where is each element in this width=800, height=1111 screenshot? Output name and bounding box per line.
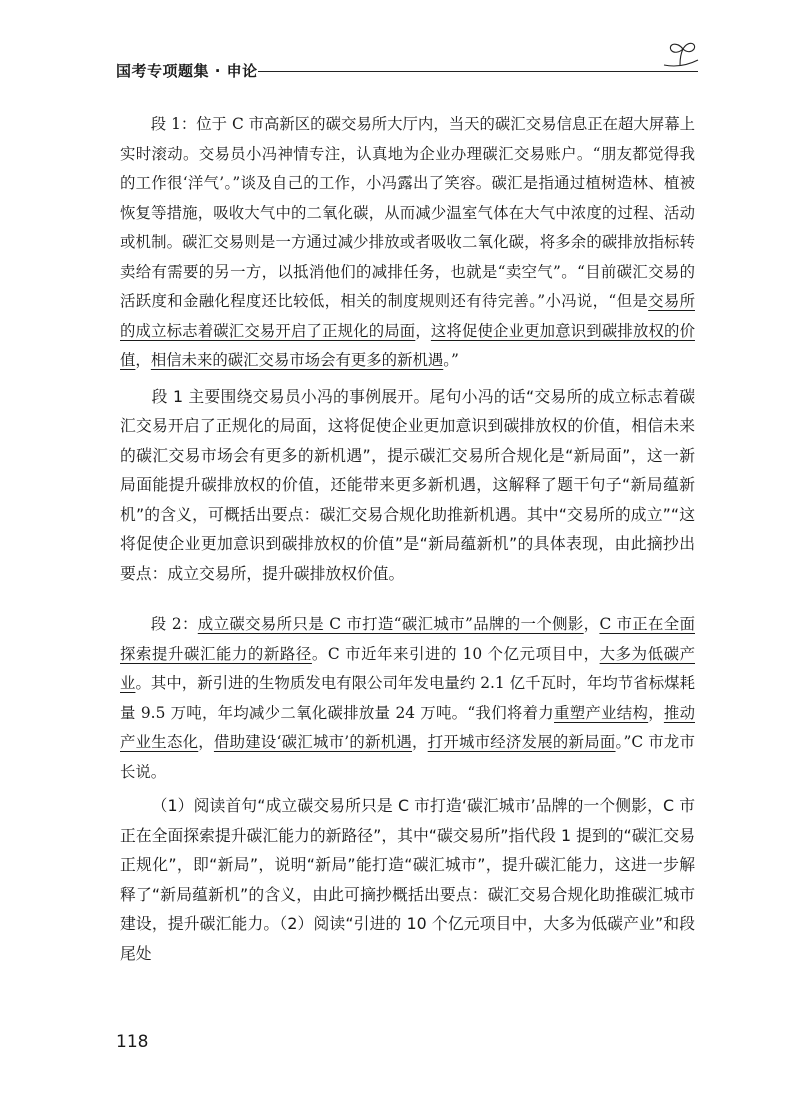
page-body xyxy=(120,110,695,968)
page-number: 118 xyxy=(116,1032,149,1052)
analysis-paragraph-1: 段 1 主要围绕交易员小冯的事例展开。尾句小冯的话“交易所的成立标志着碳汇交易开启了正规化的局面，这将促使企业更加意识到碳排放权的价值，相信未来的碳汇交易市场会有更多的新机遇”，提示碳汇交易所合规化是“新局面”，这一新局面能提升碳排放权的价值，还能带来更多新机遇，这解释了题干句子“新局蕴新机”的含义，可概括出要点：碳汇交易合规化助推新机遇。其中“交易所的成立”“这将促使企业更加意识到碳排放权的价值”是“新局蕴新机”的具体表现，由此摘抄出要点：成立交易所，提升碳排放权价值。 xyxy=(120,386,695,583)
text-segment: ， xyxy=(198,733,214,751)
material-paragraph-2 xyxy=(120,610,695,787)
header-rule xyxy=(258,71,698,72)
sprout-icon xyxy=(660,38,700,72)
text-segment: 段 2： xyxy=(150,615,198,633)
underlined-phrase: 打开城市经济发展的新局面 xyxy=(427,733,616,751)
text-segment: 。”C 市龙市长说。 xyxy=(120,733,695,781)
underlined-phrase: C 市正在全面探索提升碳汇能力的新路径 xyxy=(120,615,695,663)
underlined-phrase: 借助建设‘碳汇城市’的新机遇 xyxy=(213,733,413,751)
text-segment: ， xyxy=(648,703,664,722)
text-segment: ， xyxy=(135,351,151,369)
text-segment: 。其中，新引进的生物质发电有限公司年发电量约 2.1 亿千瓦时，年均节省标煤耗量 9.5 万吨，年均减少二氧化碳排放量 24 万吨。“我们将着力 xyxy=(120,674,695,722)
text-segment: 。” xyxy=(443,351,459,369)
underlined-phrase: 重塑产业结构 xyxy=(554,703,649,722)
book-title: 国考专项题集 · 申论 xyxy=(116,62,258,80)
text-segment: ， xyxy=(412,733,428,751)
underlined-phrase: 这将促使企业更加意识到碳排放权的价值 xyxy=(120,321,695,369)
material-paragraph-1 xyxy=(120,110,695,376)
underlined-phrase: 大多为低碳产业 xyxy=(120,644,695,692)
underlined-phrase: 交易所的成立标志着碳汇交易开启了正规化的局面 xyxy=(120,292,695,340)
text-segment: ， xyxy=(415,321,431,340)
underlined-phrase: 成立碳交易所只是 C 市打造“碳汇城市”品牌的一个侧影 xyxy=(197,615,584,633)
text-segment: ， xyxy=(583,615,600,633)
text-segment: 段 1：位于 C 市高新区的碳交易所大厅内，当天的碳汇交易信息正在超大屏幕上实时滚动。交易员小冯神情专注，认真地为企业办理碳汇交易账户。“朋友都觉得我的工作很‘洋气’。”谈及自己的工作，小冯露出了笑容。碳汇是指通过植树造林、植被恢复等措施，吸收大气中的二氧化碳，从而减少温室气体在大气中浓度的过程、活动或机制。碳汇交易则是一方通过减少排放或者吸收二氧化碳，将多余的碳排放指标转卖给有需要的另一方，以抵消他们的减排任务，也就是“卖空气”。“目前碳汇交易的活跃度和金融化程度还比较低，相关的制度规则还有待完善。”小冯说，“但是 xyxy=(120,115,695,310)
running-header xyxy=(116,60,696,88)
text-segment: 。C 市近年来引进的 10 个亿元项目中， xyxy=(311,644,600,663)
analysis-paragraph-2: （1）阅读首句“成立碳交易所只是 C 市打造‘碳汇城市’品牌的一个侧影，C 市正在全面探索提升碳汇能力的新路径”，其中“碳交易所”指代段 1 提到的“碳汇交易正规化”，即“新局”，说明“新局”能打造“碳汇城市”，提升碳汇能力，这进一步解释了“新局蕴新机”的含义，由此可摘抄概括出要点：碳汇交易合规化助推碳汇城市建设，提升碳汇能力。（2）阅读“引进的 10 个亿元项目中，大多为低碳产业”和段尾处 xyxy=(120,796,695,963)
underlined-phrase: 推动产业生态化 xyxy=(120,703,695,751)
underlined-phrase: 相信未来的碳汇交易市场会有更多的新机遇 xyxy=(150,351,444,369)
